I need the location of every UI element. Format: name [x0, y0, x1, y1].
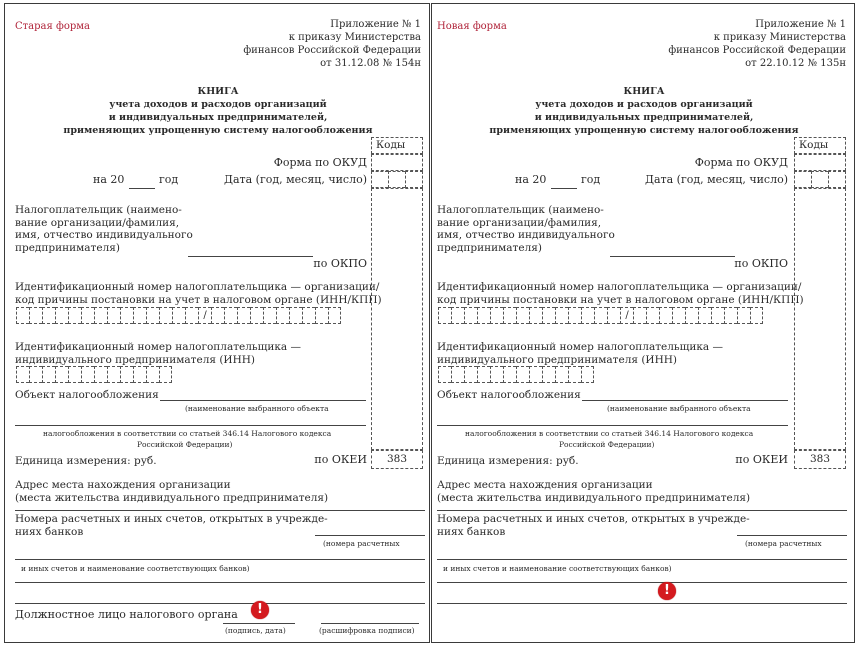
okei-label: по ОКЕИ	[314, 453, 367, 466]
form-version-label: Новая форма	[437, 21, 507, 32]
decode-hint: (расшифровка подписи)	[319, 626, 415, 635]
address-label	[437, 479, 750, 504]
okpo-label: по ОКПО	[313, 257, 367, 270]
okpo-code-field[interactable]	[794, 188, 846, 450]
date-day-cell[interactable]	[405, 171, 423, 188]
accounts-label	[437, 513, 750, 538]
accounts-input-line-3[interactable]	[15, 582, 425, 583]
alert-icon: !	[251, 601, 269, 619]
inn-ip-cell[interactable]	[29, 366, 42, 383]
title-line: и индивидуальных предпринимателей,	[534, 112, 754, 123]
tax-object-input-line[interactable]	[582, 400, 788, 401]
label-line: индивидуального предпринимателя (ИНН)	[15, 353, 255, 366]
tax-object-hint: налогообложения в соответствии со статьей 346.14 Налогового кодекса	[465, 429, 754, 438]
unit-label: Единица измерения: руб.	[437, 455, 579, 467]
tax-object-input-line-2[interactable]	[437, 425, 788, 426]
date-code-field[interactable]	[371, 171, 423, 188]
inn-ip-cell[interactable]	[55, 366, 68, 383]
label-line: (места жительства индивидуального предпринимателя)	[15, 491, 329, 504]
tax-object-label: Объект налогообложения	[437, 389, 581, 401]
appendix-line: к приказу Министерства	[288, 32, 421, 43]
title-line: применяющих упрощенную систему налогообложения	[489, 125, 799, 136]
label-line: ниях банков	[437, 525, 506, 538]
title-line: применяющих упрощенную систему налогообложения	[63, 125, 373, 136]
appendix-line: к приказу Министерства	[713, 32, 846, 43]
date-label: Дата (год, месяц, число)	[645, 173, 788, 186]
label-line: имя, отчество индивидуального	[15, 229, 193, 241]
alert-icon: !	[658, 582, 676, 600]
inn-cell[interactable]	[529, 307, 542, 324]
label-line: Идентификационный номер налогоплательщика — организации/	[15, 281, 380, 293]
kpp-cell[interactable]	[672, 307, 685, 324]
inn-cell[interactable]	[94, 307, 107, 324]
kpp-cell[interactable]	[698, 307, 711, 324]
year-input-line[interactable]	[551, 188, 577, 189]
inn-ip-cell[interactable]	[581, 366, 594, 383]
accounts-hint: (номера расчетных	[745, 539, 822, 548]
accounts-hint: и иных счетов и наименование соответствующих банков)	[443, 564, 672, 573]
inn-cell[interactable]	[29, 307, 42, 324]
document-title	[5, 85, 431, 137]
inn-cell[interactable]	[451, 307, 464, 324]
accounts-input-line-4[interactable]	[15, 603, 425, 604]
inn-ip-cell[interactable]	[42, 366, 55, 383]
inn-cell[interactable]	[120, 307, 133, 324]
kpp-cell[interactable]	[328, 307, 341, 324]
appendix-line: финансов Российской Федерации	[668, 45, 846, 56]
title-main: КНИГА	[623, 86, 665, 97]
year-suffix: год	[581, 173, 601, 186]
inn-ip-cell[interactable]	[146, 366, 159, 383]
inn-ip-cell[interactable]	[503, 366, 516, 383]
okei-label: по ОКЕИ	[735, 453, 788, 466]
title-line: учета доходов и расходов организаций	[109, 99, 327, 110]
inn-ip-cell[interactable]	[438, 366, 451, 383]
inn-cell[interactable]	[503, 307, 516, 324]
label-line: (места жительства индивидуального предпринимателя)	[437, 491, 751, 504]
inn-cell[interactable]	[16, 307, 29, 324]
accounts-input-line-3[interactable]	[437, 582, 847, 583]
appendix-line: финансов Российской Федерации	[243, 45, 421, 56]
label-line: Идентификационный номер налогоплательщика —	[15, 341, 302, 353]
label-line: Адрес места нахождения организации	[437, 479, 653, 491]
date-code-field[interactable]	[794, 171, 846, 188]
inn-ip-cell[interactable]	[516, 366, 529, 383]
appendix-line: Приложение № 1	[755, 19, 846, 30]
kpp-cell[interactable]	[315, 307, 328, 324]
date-month-cell[interactable]	[388, 171, 405, 188]
inn-ip-cell[interactable]	[107, 366, 120, 383]
form-version-label: Старая форма	[15, 21, 90, 32]
label-line: код причины постановки на учет в налоговом органе (ИНН/КПП)	[15, 293, 382, 306]
inn-cell[interactable]	[42, 307, 55, 324]
appendix-line: от 31.12.08 № 154н	[320, 58, 421, 69]
tax-object-hint: Российской Федерации)	[559, 440, 655, 449]
accounts-input-line-4[interactable]	[437, 603, 847, 604]
inn-kpp-label	[437, 281, 804, 306]
date-month-cell[interactable]	[811, 171, 828, 188]
title-line: и индивидуальных предпринимателей,	[108, 112, 328, 123]
inn-ip-cell[interactable]	[133, 366, 146, 383]
date-day-cell[interactable]	[828, 171, 846, 188]
inn-cell[interactable]	[55, 307, 68, 324]
inn-ip-cell[interactable]	[451, 366, 464, 383]
inn-cell[interactable]	[464, 307, 477, 324]
label-line: предпринимателя)	[15, 241, 120, 254]
inn-kpp-label	[15, 281, 382, 306]
accounts-input-line[interactable]	[737, 535, 847, 536]
new-form-page	[431, 3, 855, 643]
address-input-line[interactable]	[437, 510, 847, 511]
okud-code-field[interactable]	[794, 154, 846, 171]
inn-ip-cell[interactable]	[16, 366, 29, 383]
okei-code: 383	[794, 450, 846, 469]
inn-cell[interactable]	[81, 307, 94, 324]
title-line: учета доходов и расходов организаций	[535, 99, 753, 110]
label-line: вание организации/фамилия,	[15, 216, 180, 229]
taxpayer-input-line[interactable]	[188, 256, 313, 257]
label-line: Налогоплательщик (наимено-	[15, 204, 182, 216]
inn-cell[interactable]	[68, 307, 81, 324]
inn-cell[interactable]	[581, 307, 594, 324]
kpp-cell[interactable]	[224, 307, 237, 324]
decode-input-line[interactable]	[321, 623, 419, 624]
kpp-cell[interactable]	[724, 307, 737, 324]
year-prefix: на 20	[515, 173, 547, 186]
label-line: индивидуального предпринимателя (ИНН)	[437, 353, 677, 366]
inn-ip-cells[interactable]	[16, 366, 172, 383]
year-input-line[interactable]	[129, 188, 155, 189]
okud-code-field[interactable]	[371, 154, 423, 171]
kpp-cell[interactable]	[289, 307, 302, 324]
signature-hint: (подпись, дата)	[225, 626, 286, 635]
label-line: Номера расчетных и иных счетов, открытых в учрежде-	[437, 513, 750, 525]
taxpayer-label	[15, 204, 193, 254]
label-line: имя, отчество индивидуального	[437, 229, 615, 241]
accounts-input-line-2[interactable]	[437, 559, 847, 560]
inn-cell[interactable]	[555, 307, 568, 324]
appendix-reference	[668, 18, 846, 70]
old-form-page	[4, 3, 430, 643]
inn-ip-cell[interactable]	[477, 366, 490, 383]
kpp-cell[interactable]	[237, 307, 250, 324]
inn-ip-label	[15, 341, 301, 366]
okud-label: Форма по ОКУД	[694, 156, 788, 169]
inn-cell[interactable]	[477, 307, 490, 324]
address-input-line[interactable]	[15, 510, 425, 511]
kpp-cell[interactable]	[659, 307, 672, 324]
inn-cell[interactable]	[542, 307, 555, 324]
inn-cell[interactable]	[185, 307, 198, 324]
label-line: Номера расчетных и иных счетов, открытых в учрежде-	[15, 513, 328, 525]
inn-ip-cell[interactable]	[68, 366, 81, 383]
official-label: Должностное лицо налогового органа	[15, 608, 238, 621]
inn-ip-cell[interactable]	[81, 366, 94, 383]
kpp-cell[interactable]	[276, 307, 289, 324]
tax-object-hint: Российской Федерации)	[137, 440, 233, 449]
label-line: вание организации/фамилия,	[437, 216, 602, 229]
codes-header: Коды	[794, 137, 846, 154]
inn-kpp-cells[interactable]	[438, 307, 763, 324]
title-main: КНИГА	[197, 86, 239, 97]
tax-object-hint: налогообложения в соответствии со статьей 346.14 Налогового кодекса	[43, 429, 332, 438]
inn-cell[interactable]	[172, 307, 185, 324]
tax-object-input-line[interactable]	[160, 400, 366, 401]
inn-cell[interactable]	[438, 307, 451, 324]
accounts-hint: (номера расчетных	[323, 539, 400, 548]
okud-label: Форма по ОКУД	[273, 156, 367, 169]
label-line: ниях банков	[15, 525, 84, 538]
accounts-label	[15, 513, 328, 538]
year-suffix: год	[159, 173, 179, 186]
tax-object-hint: (наименование выбранного объекта	[607, 404, 751, 413]
inn-ip-cell[interactable]	[464, 366, 477, 383]
kpp-cell[interactable]	[263, 307, 276, 324]
label-line: Идентификационный номер налогоплательщика — организации/	[437, 281, 802, 293]
okpo-label: по ОКПО	[734, 257, 788, 270]
kpp-cell[interactable]	[685, 307, 698, 324]
inn-cell[interactable]	[568, 307, 581, 324]
kpp-cell[interactable]	[711, 307, 724, 324]
inn-ip-cell[interactable]	[120, 366, 133, 383]
inn-ip-cells[interactable]	[438, 366, 594, 383]
label-line: Идентификационный номер налогоплательщика —	[437, 341, 724, 353]
inn-cell[interactable]	[133, 307, 146, 324]
okpo-code-field[interactable]	[371, 188, 423, 450]
inn-kpp-separator: /	[620, 307, 633, 324]
unit-label: Единица измерения: руб.	[15, 455, 157, 467]
inn-ip-label	[437, 341, 723, 366]
inn-kpp-cells[interactable]	[16, 307, 341, 324]
label-line: предпринимателя)	[437, 241, 542, 254]
inn-ip-cell[interactable]	[568, 366, 581, 383]
inn-ip-cell[interactable]	[555, 366, 568, 383]
inn-cell[interactable]	[490, 307, 503, 324]
label-line: Адрес места нахождения организации	[15, 479, 231, 491]
inn-cell[interactable]	[159, 307, 172, 324]
kpp-cell[interactable]	[737, 307, 750, 324]
accounts-input-line[interactable]	[315, 535, 425, 536]
year-prefix: на 20	[93, 173, 125, 186]
date-year-cell[interactable]	[371, 171, 388, 188]
label-line: код причины постановки на учет в налоговом органе (ИНН/КПП)	[437, 293, 804, 306]
inn-ip-cell[interactable]	[159, 366, 172, 383]
appendix-reference	[243, 18, 421, 70]
accounts-input-line-2[interactable]	[15, 559, 425, 560]
tax-object-input-line-2[interactable]	[15, 425, 366, 426]
kpp-cell[interactable]	[646, 307, 659, 324]
appendix-line: Приложение № 1	[330, 19, 421, 30]
kpp-cell[interactable]	[302, 307, 315, 324]
inn-ip-cell[interactable]	[94, 366, 107, 383]
inn-cell[interactable]	[107, 307, 120, 324]
taxpayer-label	[437, 204, 615, 254]
inn-ip-cell[interactable]	[542, 366, 555, 383]
taxpayer-input-line[interactable]	[610, 256, 735, 257]
inn-kpp-separator: /	[198, 307, 211, 324]
accounts-hint: и иных счетов и наименование соответствующих банков)	[21, 564, 250, 573]
appendix-line: от 22.10.12 № 135н	[745, 58, 846, 69]
label-line: Налогоплательщик (наимено-	[437, 204, 604, 216]
kpp-cell[interactable]	[211, 307, 224, 324]
tax-object-label: Объект налогообложения	[15, 389, 159, 401]
document-title	[432, 85, 856, 137]
kpp-cell[interactable]	[750, 307, 763, 324]
signature-input-line[interactable]	[223, 623, 295, 624]
address-label	[15, 479, 328, 504]
inn-cell[interactable]	[594, 307, 607, 324]
kpp-cell[interactable]	[250, 307, 263, 324]
inn-cell[interactable]	[607, 307, 620, 324]
date-year-cell[interactable]	[794, 171, 811, 188]
inn-cell[interactable]	[146, 307, 159, 324]
inn-ip-cell[interactable]	[490, 366, 503, 383]
inn-ip-cell[interactable]	[529, 366, 542, 383]
codes-header: Коды	[371, 137, 423, 154]
tax-object-hint: (наименование выбранного объекта	[185, 404, 329, 413]
okei-code: 383	[371, 450, 423, 469]
date-label: Дата (год, месяц, число)	[224, 173, 367, 186]
inn-cell[interactable]	[516, 307, 529, 324]
kpp-cell[interactable]	[633, 307, 646, 324]
